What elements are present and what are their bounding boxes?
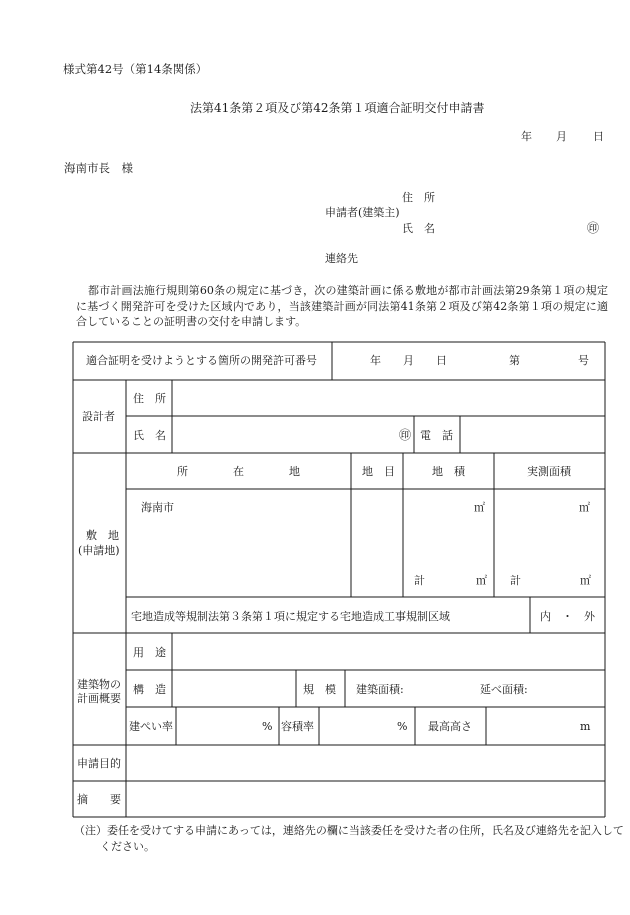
chimoku-header: 地 目: [362, 465, 395, 478]
date-day-label: 日: [593, 130, 604, 143]
footnote: （注）委任を受けてする申請にあっては，連絡先の欄に当該委任を受けた者の住所，氏名及び連絡先を記入してください。: [74, 824, 624, 853]
location-header-2: 在: [233, 465, 244, 478]
far-percent: %: [397, 720, 408, 733]
regulation-in-out: 内 ・ 外: [540, 610, 595, 623]
surveyed-total-unit: ㎡: [580, 574, 591, 587]
applicant-role-label: 申請者(建築主): [325, 206, 400, 219]
area-total-label: 計: [414, 574, 425, 587]
max-height-unit: m: [580, 720, 591, 733]
applicant-address-label: 住 所: [402, 191, 435, 204]
location-header-3: 地: [289, 465, 300, 478]
designer-phone-label: 電 話: [420, 429, 453, 442]
structure-label: 構 造: [133, 683, 166, 696]
surveyed-total-label: 計: [510, 574, 521, 587]
request-statement: 都市計画法施行規則第60条の規定に基づき，次の建築計画に係る敷地が都市計画法第29条第１項の規定に基づく開発許可を受けた区域内であり，当該建築計画が同法第41条第２項及び第42条第１項の規定に適合していることの証明書の交付を申請します。: [76, 284, 608, 328]
date-year-label: 年: [521, 130, 532, 143]
permit-number-label: 適合証明を受けようとする箇所の開発許可番号: [86, 354, 317, 367]
coverage-label: 建ぺい率: [129, 720, 173, 733]
purpose-label: 申請目的: [77, 757, 121, 770]
surveyed-unit-m2: ㎡: [579, 501, 590, 514]
use-label: 用 途: [133, 646, 166, 659]
area-unit-m2: ㎡: [474, 501, 485, 514]
addressee: 海南市長 様: [64, 161, 133, 175]
permit-no-suffix: 号: [578, 354, 589, 367]
applicant-contact-label: 連絡先: [325, 252, 358, 265]
floor-area-label: 延べ面積:: [480, 683, 528, 696]
surveyed-area-header: 実測面積: [527, 465, 571, 478]
scale-label: 規 模: [303, 683, 336, 696]
building-label-sub: 計画概要: [77, 692, 121, 705]
building-area-label: 建築面積:: [356, 683, 404, 696]
site-label-sub: (申請地): [78, 544, 120, 557]
permit-no-prefix: 第: [509, 354, 520, 367]
building-label: 建築物の: [77, 678, 121, 691]
permit-year-label: 年: [370, 354, 381, 367]
form-number: 様式第42号（第14条関係）: [63, 62, 208, 76]
coverage-percent: %: [262, 720, 273, 733]
site-city: 海南市: [141, 501, 174, 514]
area-total-unit: ㎡: [476, 574, 487, 587]
permit-month-label: 月: [403, 354, 414, 367]
far-label: 容積率: [281, 720, 314, 733]
area-header: 地 積: [432, 465, 465, 478]
applicant-name-label: 氏 名: [402, 222, 435, 235]
designer-seal-mark: ㊞: [399, 428, 412, 442]
designer-name-label: 氏 名: [133, 429, 166, 442]
regulation-zone-text: 宅地造成等規制法第３条第１項に規定する宅地造成工事規制区域: [131, 610, 450, 623]
designer-address-label: 住 所: [133, 392, 166, 405]
page-title: 法第41条第２項及び第42条第１項適合証明交付申請書: [190, 101, 485, 115]
permit-day-label: 日: [436, 354, 447, 367]
max-height-label: 最高高さ: [428, 720, 472, 733]
designer-label: 設計者: [82, 410, 115, 423]
date-month-label: 月: [556, 130, 567, 143]
location-header-1: 所: [177, 465, 188, 478]
applicant-seal-mark: ㊞: [587, 221, 600, 235]
site-label: 敷 地: [86, 529, 119, 542]
summary-label: 摘 要: [77, 793, 121, 806]
